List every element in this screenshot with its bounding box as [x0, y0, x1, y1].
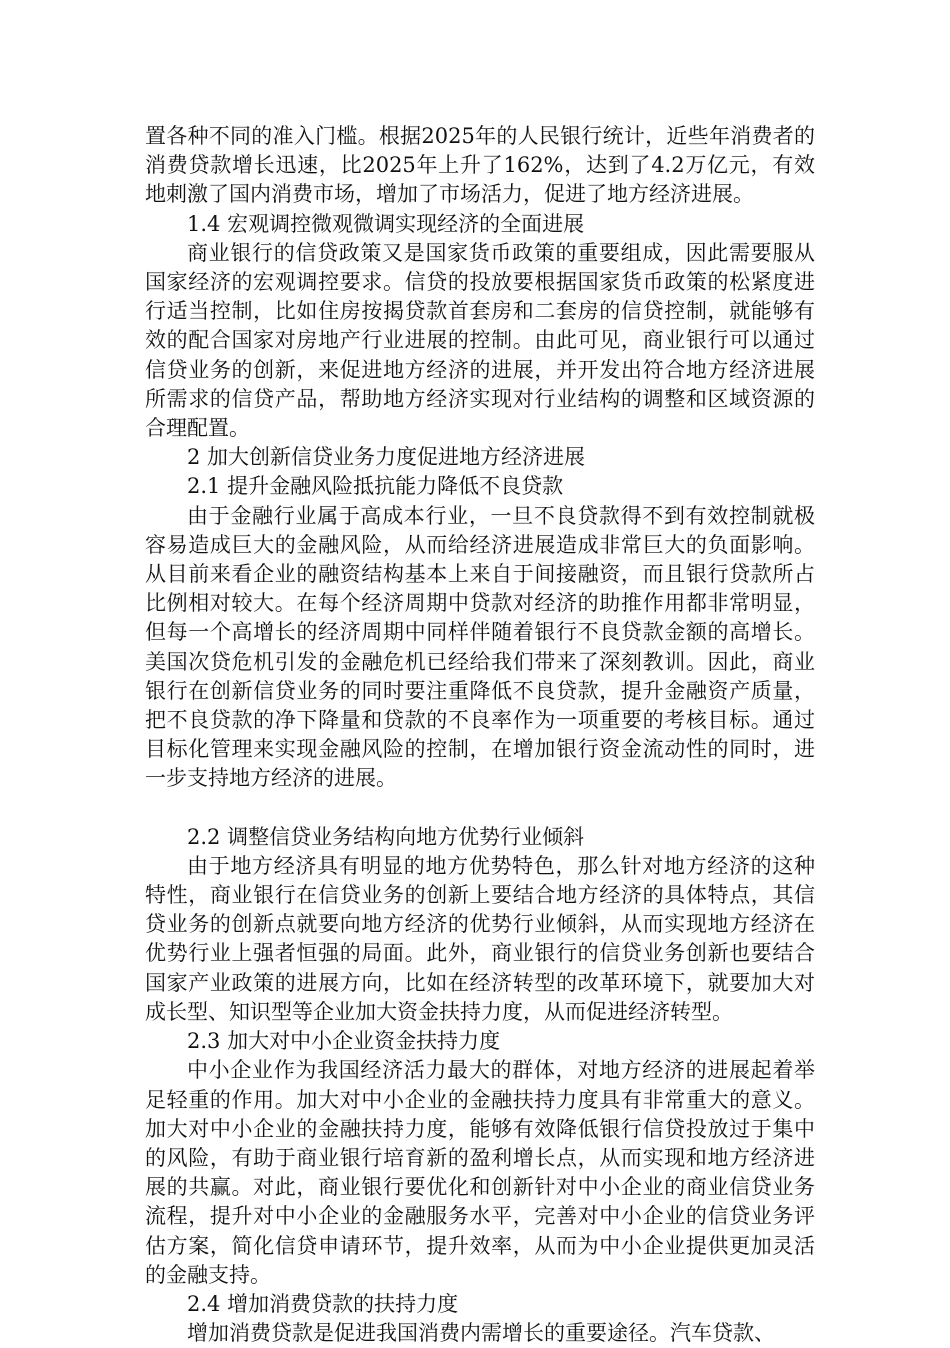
paragraph: 增加消费贷款是促进我国消费内需增长的重要途径。汽车贷款、: [187, 1321, 775, 1346]
paragraph: 由于金融行业属于高成本行业，一旦不良贷款得不到有效控制就极容易造成巨大的金融风险，从而给经济进展造成非常巨大的负面影响。从目前来看企业的融资结构基本上来自于间接融资，而且银行贷款所占比例相对较大。在每个经济周期中贷款对经济的助推作用都非常明显，但每一个高增长的经济周期中同样伴随着银行不良贷款金额的高增长。美国次贷危机引发的金融危机已经给我们带来了深刻教训。因此，商业银行在创新信贷业务的同时要注重降低不良贷款，提升金融资产质量，把不良贷款的净下降量和贷款的不良率作为一项重要的考核目标。通过目标化管理来实现金融风险的控制，在增加银行资金流动性的同时，进一步支持地方经济的进展。: [145, 503, 815, 791]
paragraph: 置各种不同的准入门槛。根据2025年的人民银行统计，近些年消费者的消费贷款增长迅速，比2025年上升了162%，达到了4.2万亿元，有效地刺激了国内消费市场，增加了市场活力，促进了地方经济进展。: [145, 124, 815, 207]
paragraph: 由于地方经济具有明显的地方优势特色，那么针对地方经济的这种特性，商业银行在信贷业务的创新上要结合地方经济的具体特点，其信贷业务的创新点就要向地方经济的优势行业倾斜，从而实现地方经济在优势行业上强者恒强的局面。此外，商业银行的信贷业务创新也要结合国家产业政策的进展方向，比如在经济转型的改革环境下，就要加大对成长型、知识型等企业加大资金扶持力度，从而促进经济转型。: [145, 853, 815, 1024]
section-heading: 2.4 增加消费贷款的扶持力度: [187, 1291, 459, 1316]
paragraph: 中小企业作为我国经济活力最大的群体，对地方经济的进展起着举足轻重的作用。加大对中小企业的金融扶持力度具有非常重大的意义。加大对中小企业的金融扶持力度，能够有效降低银行信贷投放过于集中的风险，有助于商业银行培育新的盈利增长点，从而实现和地方经济进展的共赢。对此，商业银行要优化和创新针对中小企业的商业信贷业务流程，提升对中小企业的金融服务水平，完善对中小企业的信贷业务评估方案，简化信贷申请环节，提升效率，从而为中小企业提供更加灵活的金融支持。: [145, 1058, 815, 1287]
paragraph: 商业银行的信贷政策又是国家货币政策的重要组成，因此需要服从国家经济的宏观调控要求。信贷的投放要根据国家货币政策的松紧度进行适当控制，比如住房按揭贷款首套房和二套房的信贷控制，就能够有效的配合国家对房地产行业进展的控制。由此可见，商业银行可以通过信贷业务的创新，来促进地方经济的进展，并开发出符合地方经济进展所需求的信贷产品，帮助地方经济实现对行业结构的调整和区域资源的合理配置。: [145, 240, 815, 441]
section-heading: 2 加大创新信贷业务力度促进地方经济进展: [187, 445, 586, 470]
section-heading: 1.4 宏观调控微观微调实现经济的全面进展: [187, 211, 585, 236]
document-page: [145, 122, 815, 1348]
blank-line: [145, 794, 815, 823]
section-heading: 2.2 调整信贷业务结构向地方优势行业倾斜: [187, 824, 585, 849]
section-heading: 2.1 提升金融风险抵抗能力降低不良贷款: [187, 474, 564, 499]
section-heading: 2.3 加大对中小企业资金扶持力度: [187, 1029, 501, 1054]
